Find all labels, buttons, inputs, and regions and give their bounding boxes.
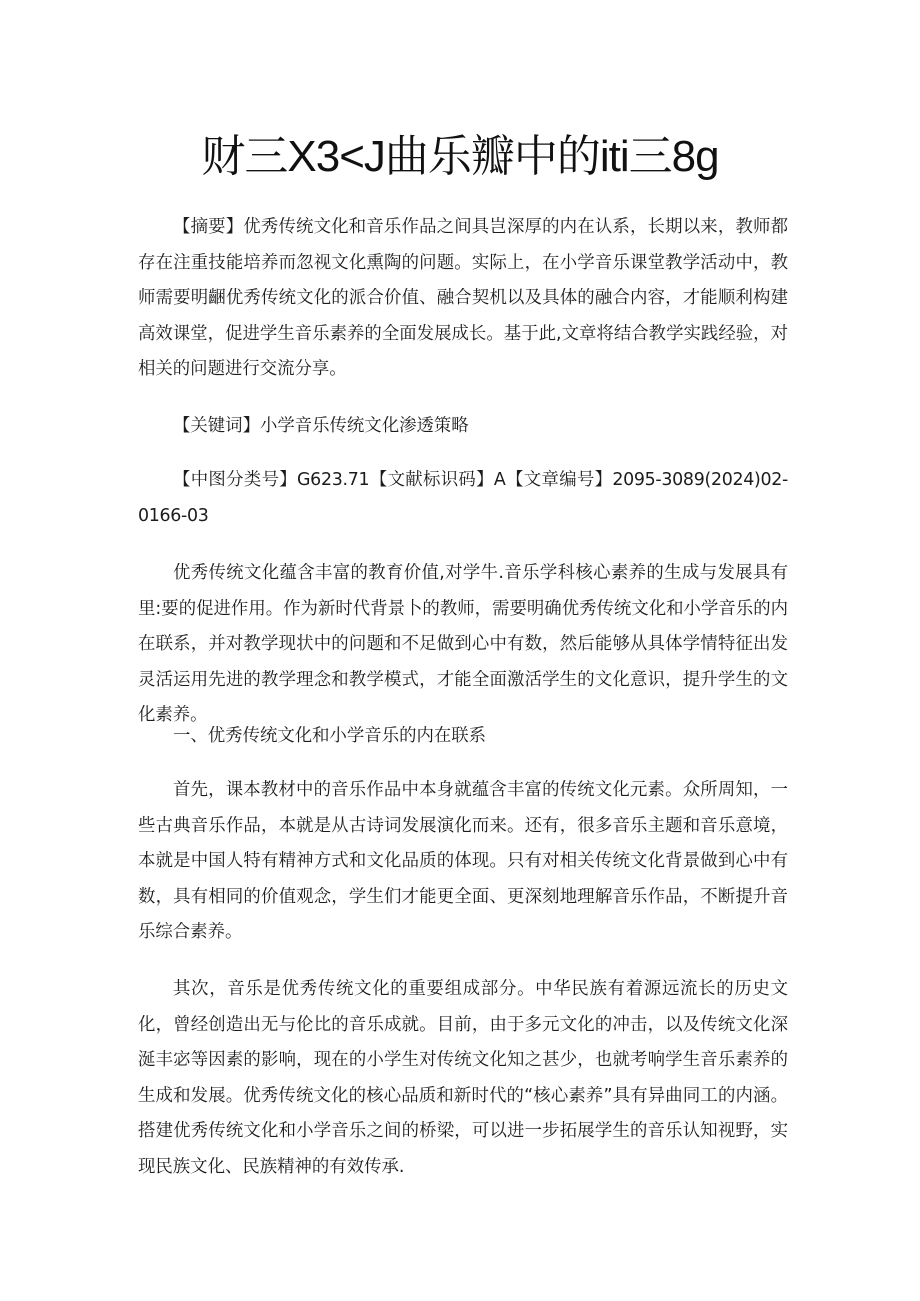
body-paragraph-1: 首先，课本教材中的音乐作品中本身就蕴含丰富的传统文化元素。众所周知，一些古典音乐作品，本就是从古诗词发展演化而来。还有，很多音乐主题和音乐意境，本就是中国人特有精神方式和文化品质的体现。只有对相关传统文化背景做到心中有数，具有相同的价值观念，学生们才能更全面、更深刻地理解音乐作品，不断提升音乐综合素养。	[138, 780, 788, 943]
classification-line: 【中图分类号】G623.71【文献标识码】A【文章编号】2095-3089(2024)02-0166-03	[138, 470, 788, 526]
intro-paragraph: 优秀传统文化蕴含丰富的教育价值,对学牛.音乐学科核心素养的生成与发展具有里:要的促进作用。作为新时代背景卜的教师，需要明确优秀传统文化和小学音乐的内在联系，并对教学现状中的问题和不足做到心中有数，然后能够从具体学情特征出发灵活运用先进的教学理念和教学模式，才能全面激活学生的文化意识，提升学生的文化素养。	[138, 563, 788, 726]
page-title: 财三X3<J曲乐瓣中的iti三8g	[201, 132, 719, 181]
section-heading: 一、优秀传统文化和小学音乐的内在联系	[173, 726, 487, 746]
keywords-line: 【关键词】小学音乐传统文化渗透策略	[173, 416, 469, 436]
abstract-paragraph: 【摘要】优秀传统文化和音乐作品之间具岂深厚的内在认系，长期以来，教师都存在注重技能培养而忽视文化熏陶的问题。实际上，在小学音乐课堂教学活动中，教师需要明齫优秀传统文化的派合价值、融合契机以及具体的融合内容，才能顺利构建高效课堂，促进学生音乐素养的全面发展成长。基于此,文章将结合教学实践经验，对相关的问题进行交流分享。	[138, 217, 788, 380]
body-paragraph-2: 其次，音乐是优秀传统文化的重要组成部分。中华民族有着源远流长的历史文化，曾经创造出无与伦比的音乐成就。目前，由于多元文化的冲击，以及传统文化深涎丰宓等因素的影响，现在的小学生对传统文化知之甚少，也就考响学生音乐素养的生成和发展。优秀传统文化的核心品质和新时代的“核心素养”具有异曲同工的内涵。搭建优秀传统文化和小学音乐之间的桥梁，可以进一步拓展学生的音乐认知视野，实现民族文化、民族精神的有效传承.	[138, 979, 788, 1177]
